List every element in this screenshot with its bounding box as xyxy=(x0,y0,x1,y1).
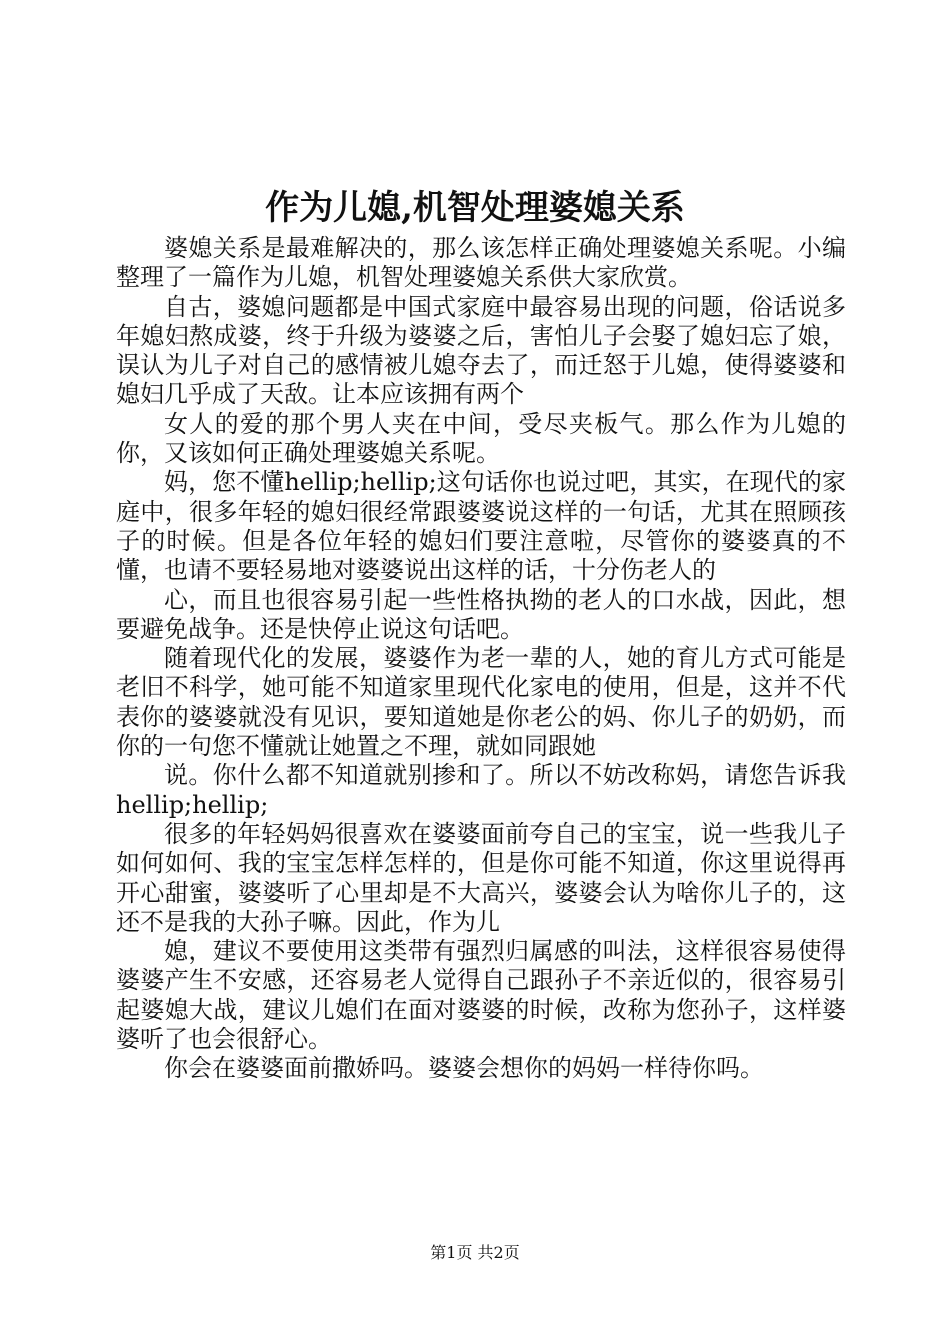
paragraph: 自古，婆媳问题都是中国式家庭中最容易出现的问题，俗话说多年媳妇熬成婆，终于升级为婆婆之后，害怕儿子会娶了媳妇忘了娘，误认为儿子对自己的感情被儿媳夺去了，而迁怒于儿媳，使得婆婆和媳妇几乎成了天敌。让本应该拥有两个 xyxy=(116,292,846,409)
paragraph: 很多的年轻妈妈很喜欢在婆婆面前夸自己的宝宝，说一些我儿子如何如何、我的宝宝怎样怎样的，但是你可能不知道，你这里说得再开心甜蜜，婆婆听了心里却是不大高兴，婆婆会认为啥你儿子的，这还不是我的大孙子嘛。因此，作为儿 xyxy=(116,819,846,936)
paragraph: 心，而且也很容易引起一些性格执拗的老人的口水战，因此，想要避免战争。还是快停止说这句话吧。 xyxy=(116,585,846,643)
paragraph: 说。你什么都不知道就别掺和了。所以不妨改称妈，请您告诉我hellip;hellip; xyxy=(116,761,846,819)
paragraph: 婆媳关系是最难解决的，那么该怎样正确处理婆媳关系呢。小编整理了一篇作为儿媳，机智处理婆媳关系供大家欣赏。 xyxy=(116,234,846,292)
paragraph: 妈，您不懂hellip;hellip;这句话你也说过吧，其实，在现代的家庭中，很多年轻的媳妇很经常跟婆婆说这样的一句话，尤其在照顾孩子的时候。但是各位年轻的媳妇们要注意啦，尽管你的婆婆真的不懂，也请不要轻易地对婆婆说出这样的话，十分伤老人的 xyxy=(116,468,846,585)
page-number-footer: 第1页 共2页 xyxy=(430,1243,520,1262)
document-title: 作为儿媳,机智处理婆媳关系 xyxy=(265,188,685,228)
paragraph: 随着现代化的发展，婆婆作为老一辈的人，她的育儿方式可能是老旧不科学，她可能不知道家里现代化家电的使用，但是，这并不代表你的婆婆就没有见识，要知道她是你老公的妈、你儿子的奶奶，而你的一句您不懂就让她置之不理，就如同跟她 xyxy=(116,644,846,761)
paragraph: 女人的爱的那个男人夹在中间，受尽夹板气。那么作为儿媳的你，又该如何正确处理婆媳关系呢。 xyxy=(116,409,846,468)
document-body xyxy=(116,234,846,1084)
paragraph: 媳，建议不要使用这类带有强烈归属感的叫法，这样很容易使得婆婆产生不安感，还容易老人觉得自己跟孙子不亲近似的，很容易引起婆媳大战，建议儿媳们在面对婆婆的时候，改称为您孙子，这样婆婆听了也会很舒心。 xyxy=(116,937,846,1054)
paragraph: 你会在婆婆面前撒娇吗。婆婆会想你的妈妈一样待你吗。 xyxy=(164,1054,764,1083)
